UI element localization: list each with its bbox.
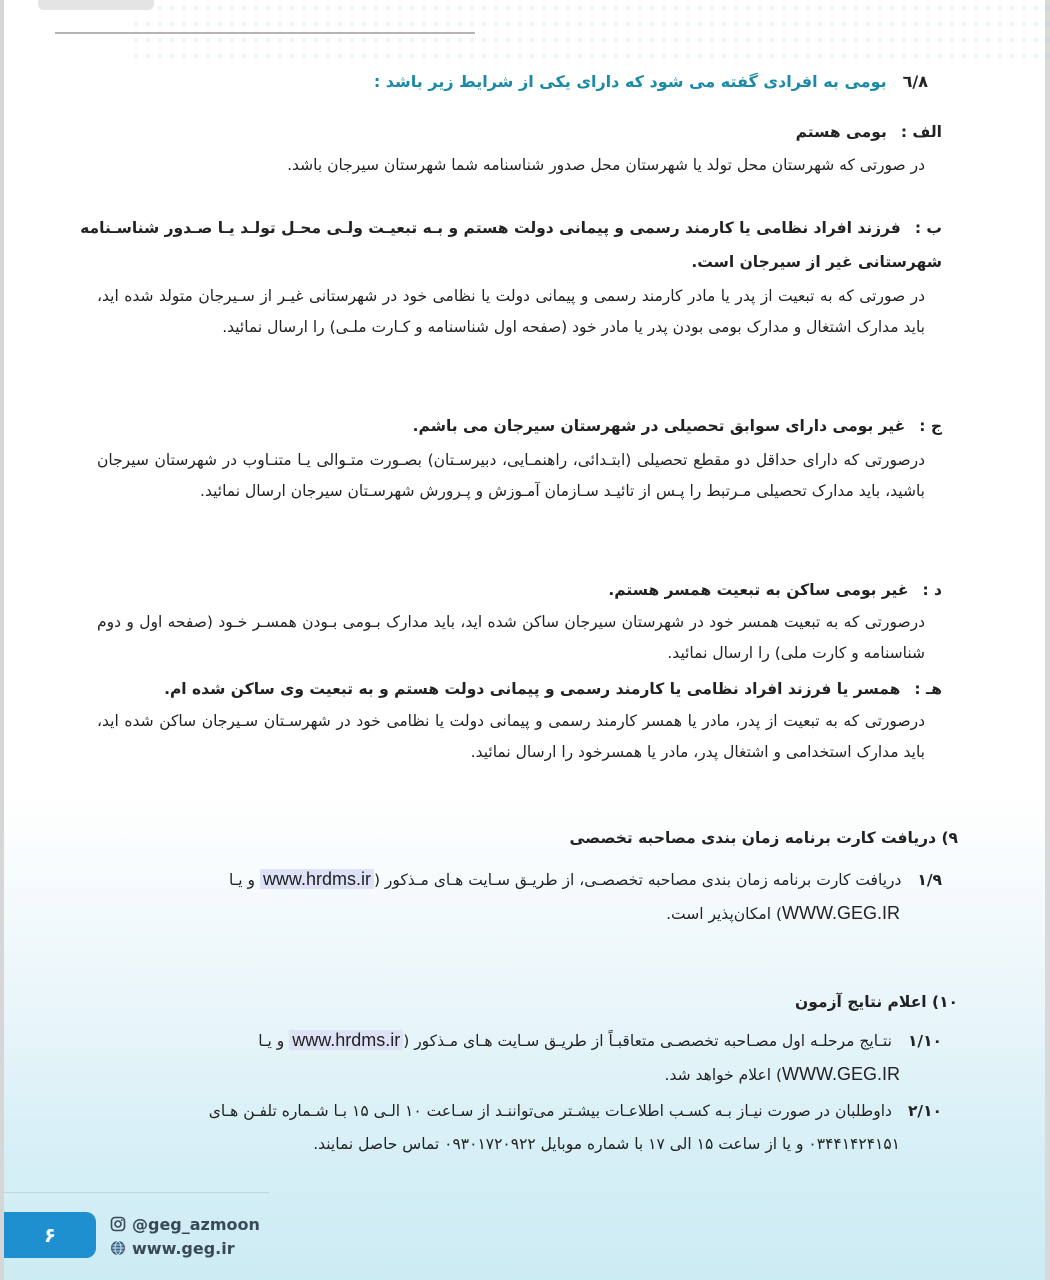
section-6-8-heading [374,72,928,92]
footer-divider [4,1192,269,1193]
item-label: ب : [914,219,942,237]
website-link[interactable]: www.geg.ir [132,1238,235,1258]
item-be-title-cont: شهرستانی غیر از سیرجان است. [691,253,942,271]
page-number-badge [4,1212,96,1258]
item-he-title [164,679,942,699]
section-10-2-line1 [209,1101,942,1121]
section-10-1-line1 [258,1030,942,1051]
hrdms-link[interactable]: www.hrdms.ir [260,869,374,889]
instagram-handle-row[interactable] [110,1213,260,1235]
item-label: ج : [919,417,942,435]
item-jim-title [413,416,942,436]
item-label: الف : [900,123,942,141]
website-row[interactable] [110,1237,260,1259]
hrdms-link[interactable]: www.hrdms.ir [289,1030,403,1050]
item-alef-title [796,122,942,142]
instagram-icon [110,1216,126,1232]
text: دریافت کارت برنامه زمان بندی مصاحبه تخصصـی، از طریـق سـایت هـای مـذکور ( [373,871,902,889]
section-10-1-line2 [665,1064,900,1085]
item-alef-body: در صورتی که شهرستان محل تولد یا شهرستان محل صدور شناسنامه شما شهرستان سیرجان باشد. [287,156,925,174]
item-label: د : [922,581,942,599]
section-number: ٦/٨ [902,72,928,91]
item-he-body: درصورتی که به تبعیت از پدر، مادر یا همسر کارمند رسمی و پیمانی دولت یا نظامی خود در شهرسـتان سـیرجان ساکن شده اید، باید مدارک استخدامی و اشتغال پدر، مادر یا همسرخود را ارسال نمائید. [97,712,925,761]
item-jim-body: درصورتی که دارای حداقل دو مقطع تحصیلی (ابتـدائی، راهنمـایی، دبیرسـتان) بصـورت متـوالی یـا متنـاوب در شهرستان سیرجان باشید، باید مدارک تحصیلی مـرتبط را پـس از تائیـد سـازمان آمـوزش و پـرورش شهرسـتان سیرجان ارسال نمائید. [97,451,925,500]
sub-number: ۱/۱۰ [907,1032,942,1050]
item-title: فرزند افراد نظامی یا کارمند رسمی و پیمانی دولت هستم و بـه تبعیـت ولـی محـل تولـد یـا صـدور شناسـنامه [80,219,901,237]
text: نتـایج مرحلـه اول مصـاحبه تخصصـی متعاقبـاً از طریـق سـایت هـای مـذکور ( [403,1032,892,1050]
text: و یـا [258,1032,290,1050]
footer-social [110,1213,260,1261]
item-label: هـ : [914,680,942,698]
item-title: غیر بومی ساکن به تبعیت همسر هستم. [608,581,909,599]
item-title: بومی هستم [795,123,887,141]
item-dal-body: درصورتی که به تبعیت همسر خود در شهرستان سیرجان ساکن شده اید، باید مدارک بـومی بـودن همسـر خـود (صفحه اول و دوم شناسنامه و کارت ملی) را ارسال نمائید. [97,613,925,662]
section-9-1-line1 [229,869,942,890]
section-9-heading: ۹) دریافت کارت برنامه زمان بندی مصاحبه تخصصی [569,829,958,847]
sub-number: ۲/۱۰ [907,1102,942,1120]
item-be-title [80,218,942,238]
section-10-heading: ۱۰) اعلام نتایج آزمون [795,993,958,1011]
item-title: همسر یا فرزند افراد نظامی یا کارمند رسمی و پیمانی دولت هستم و به تبعیت وی ساکن شده ام. [164,680,901,698]
sub-number: ۱/۹ [917,871,942,889]
text: ) اعلام خواهد شد. [664,1066,783,1084]
item-dal-title [608,580,942,600]
item-title: غیر بومی دارای سوابق تحصیلی در شهرستان سیرجان می باشم. [412,417,906,435]
geg-link[interactable]: WWW.GEG.IR [782,903,900,923]
section-10-2-line2: ۰۳۴۴۱۴۲۴۱۵۱ و یا از ساعت ۱۵ الی ۱۷ با شماره موبایل ۰۹۳۰۱۷۲۰۹۲۲ تماس حاصل نمایند. [313,1135,900,1153]
text: داوطلبان در صورت نیـاز بـه کسـب اطلاعـات بیشـتر می‌تواننـد از سـاعت ۱۰ الـی ۱۵ بـا شـماره تلفـن هـای [208,1102,892,1120]
section-9-1-line2 [666,903,900,924]
geg-link[interactable]: WWW.GEG.IR [782,1064,900,1084]
instagram-handle[interactable]: @geg_azmoon [132,1214,260,1234]
text: ) امکان‌پذیر است. [666,905,783,923]
section-title: بومی به افرادی گفته می شود که دارای یکی از شرایط زیر باشد : [373,72,887,91]
item-be-body: در صورتی که به تبعیت از پدر یا مادر کارمند رسمی و پیمانی دولت یا نظامی خود در شهرستانی غیـر از سـیرجان متولد شده اید، باید مدارک اشتغال و مدارک بومی بودن پدر یا مادر خود (صفحه اول شناسنامه و کـارت ملـی) را ارسال نمائید. [97,287,925,336]
globe-icon [110,1240,126,1256]
page-number: ۶ [43,1223,57,1247]
text: و یـا [229,871,260,889]
